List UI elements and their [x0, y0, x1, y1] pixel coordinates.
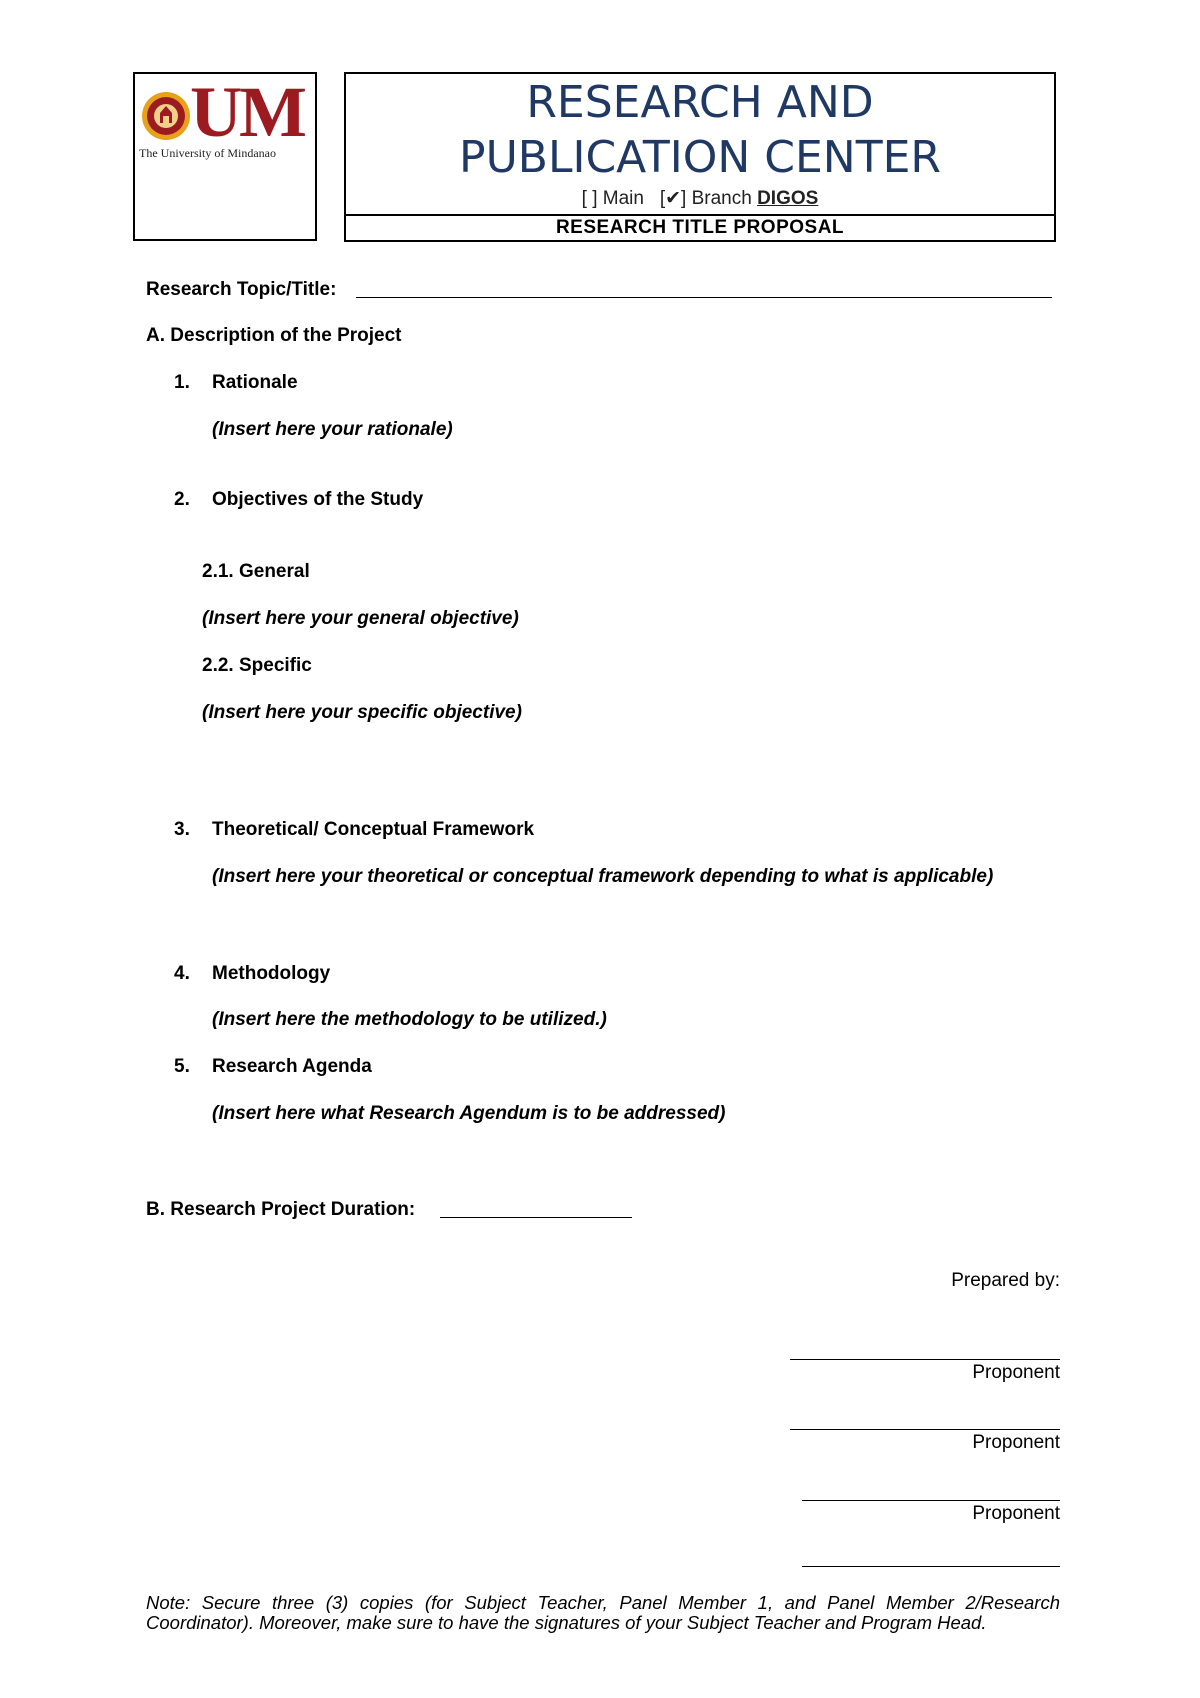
signature-line[interactable] [790, 1359, 1060, 1360]
logo-wordmark: UM [190, 72, 304, 152]
branch-name: DIGOS [757, 188, 819, 209]
methodology-hint: (Insert here the methodology to be utilized.) [212, 1009, 607, 1030]
general-objective-heading: 2.1. General [202, 561, 310, 582]
item-number: 2. [174, 489, 190, 510]
campus-selection [344, 187, 1056, 210]
framework-hint: (Insert here your theoretical or conceptual framework depending to what is applicable) [212, 866, 994, 887]
footer-note: Note: Secure three (3) copies (for Subject Teacher, Panel Member 1, and Panel Member 2/Research Coordinator). Moreover, make sure to have the signatures of your Subject Teacher and Program Head. [146, 1592, 1060, 1633]
rationale-hint: (Insert here your rationale) [212, 419, 453, 440]
signature-line[interactable] [790, 1429, 1060, 1430]
rationale-heading: Rationale [212, 372, 298, 393]
proponent-label: Proponent [972, 1362, 1060, 1383]
item-number: 3. [174, 819, 190, 840]
signature-line[interactable] [802, 1566, 1060, 1567]
branch-label: Branch [691, 188, 752, 209]
agenda-hint: (Insert here what Research Agendum is to be addressed) [212, 1103, 726, 1124]
branch-checkbox[interactable]: [✔] [659, 188, 687, 209]
prepared-by-label: Prepared by: [951, 1270, 1060, 1291]
center-title-line2: PUBLICATION CENTER [459, 132, 941, 183]
center-title-line1: RESEARCH AND [526, 77, 874, 128]
item-number: 1. [174, 372, 190, 393]
specific-objective-heading: 2.2. Specific [202, 655, 312, 676]
item-number: 4. [174, 963, 190, 984]
section-a-heading: A. Description of the Project [146, 325, 402, 346]
form-title: RESEARCH TITLE PROPOSAL [555, 217, 845, 238]
signature-line[interactable] [802, 1500, 1060, 1501]
specific-objective-hint: (Insert here your specific objective) [202, 702, 522, 723]
agenda-heading: Research Agenda [212, 1056, 372, 1077]
duration-label: B. Research Project Duration: [146, 1199, 416, 1220]
main-checkbox[interactable]: [ ] Main [581, 188, 644, 209]
topic-field[interactable] [356, 297, 1052, 298]
logo-subtitle: The University of Mindanao [139, 146, 276, 160]
duration-field[interactable] [440, 1217, 632, 1218]
framework-heading: Theoretical/ Conceptual Framework [212, 819, 535, 840]
item-number: 5. [174, 1056, 190, 1077]
proponent-label: Proponent [972, 1432, 1060, 1453]
topic-label: Research Topic/Title: [146, 279, 337, 300]
proponent-label: Proponent [972, 1503, 1060, 1524]
general-objective-hint: (Insert here your general objective) [202, 608, 519, 629]
objectives-heading: Objectives of the Study [212, 489, 424, 510]
methodology-heading: Methodology [212, 963, 331, 984]
university-seal-icon [141, 91, 191, 141]
